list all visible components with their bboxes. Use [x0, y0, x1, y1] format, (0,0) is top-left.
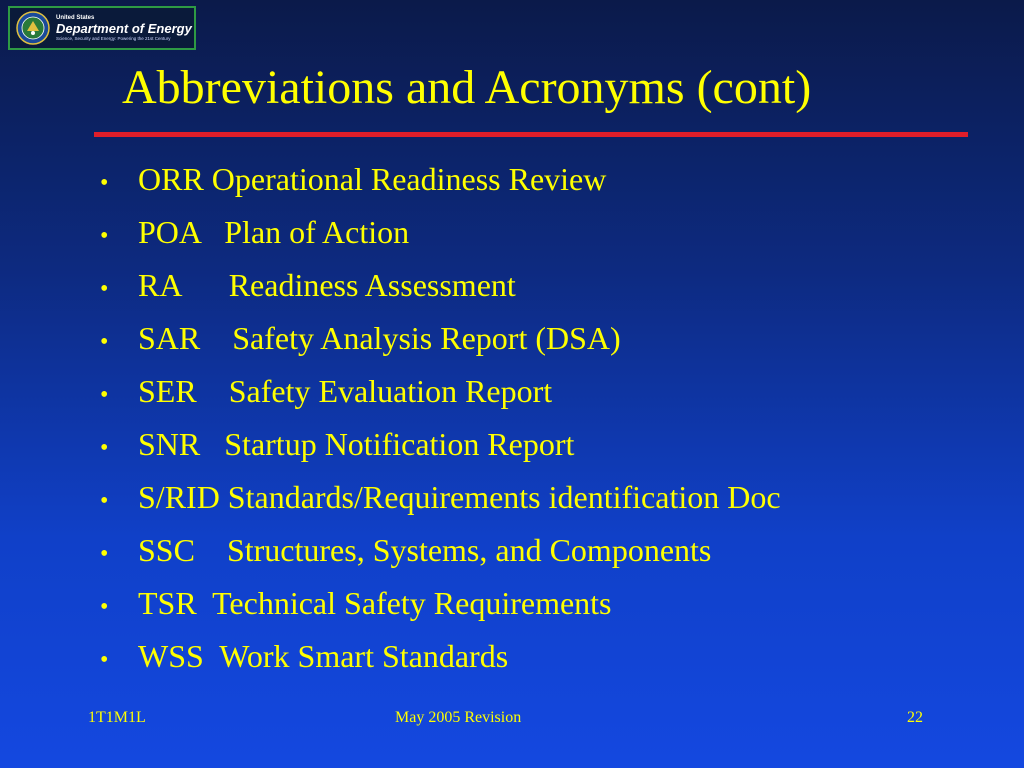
list-item-text: TSR Technical Safety Requirements: [138, 585, 612, 621]
list-item: [96, 160, 781, 213]
bullet-dot-icon: •: [100, 488, 109, 514]
acronym-list: [96, 160, 781, 690]
bullet-dot-icon: •: [100, 276, 109, 302]
doe-seal-icon: [16, 11, 50, 45]
list-item-text: SNR Startup Notification Report: [138, 426, 575, 462]
bullet-dot-icon: •: [100, 647, 109, 673]
list-item-text: ORR Operational Readiness Review: [138, 161, 607, 197]
bullet-dot-icon: •: [100, 541, 109, 567]
list-item-text: POA Plan of Action: [138, 214, 410, 250]
title-divider: [94, 132, 968, 137]
footer-left-text: 1T1M1L: [88, 709, 146, 726]
list-item: [96, 213, 781, 266]
list-item: [96, 531, 781, 584]
list-item: [96, 478, 781, 531]
bullet-dot-icon: •: [100, 170, 109, 196]
list-item-text: RA Readiness Assessment: [138, 267, 516, 303]
doe-logo: [8, 6, 196, 50]
logo-text: [56, 15, 192, 42]
logo-tagline: Science, Security and Energy: Powering the 21st Century: [56, 35, 171, 41]
list-item-text: SAR Safety Analysis Report (DSA): [138, 320, 621, 356]
logo-small-text: United States: [56, 14, 95, 21]
bullet-dot-icon: •: [100, 435, 109, 461]
bullet-dot-icon: •: [100, 382, 109, 408]
list-item: [96, 584, 781, 637]
list-item-text: SSC Structures, Systems, and Components: [138, 532, 712, 568]
slide-title: Abbreviations and Acronyms (cont): [122, 61, 812, 114]
bullet-dot-icon: •: [100, 594, 109, 620]
bullet-dot-icon: •: [100, 223, 109, 249]
list-item: [96, 266, 781, 319]
bullet-dot-icon: •: [100, 329, 109, 355]
list-item-text: WSS Work Smart Standards: [138, 638, 509, 674]
logo-main-text: Department of Energy: [56, 20, 192, 36]
list-item: [96, 425, 781, 478]
list-item-text: SER Safety Evaluation Report: [138, 373, 553, 409]
footer-date: May 2005 Revision: [395, 709, 522, 726]
list-item: [96, 637, 781, 690]
page-number: 22: [907, 709, 923, 726]
list-item: [96, 319, 781, 372]
list-item-text: S/RID Standards/Requirements identification Doc: [138, 479, 781, 515]
list-item: [96, 372, 781, 425]
